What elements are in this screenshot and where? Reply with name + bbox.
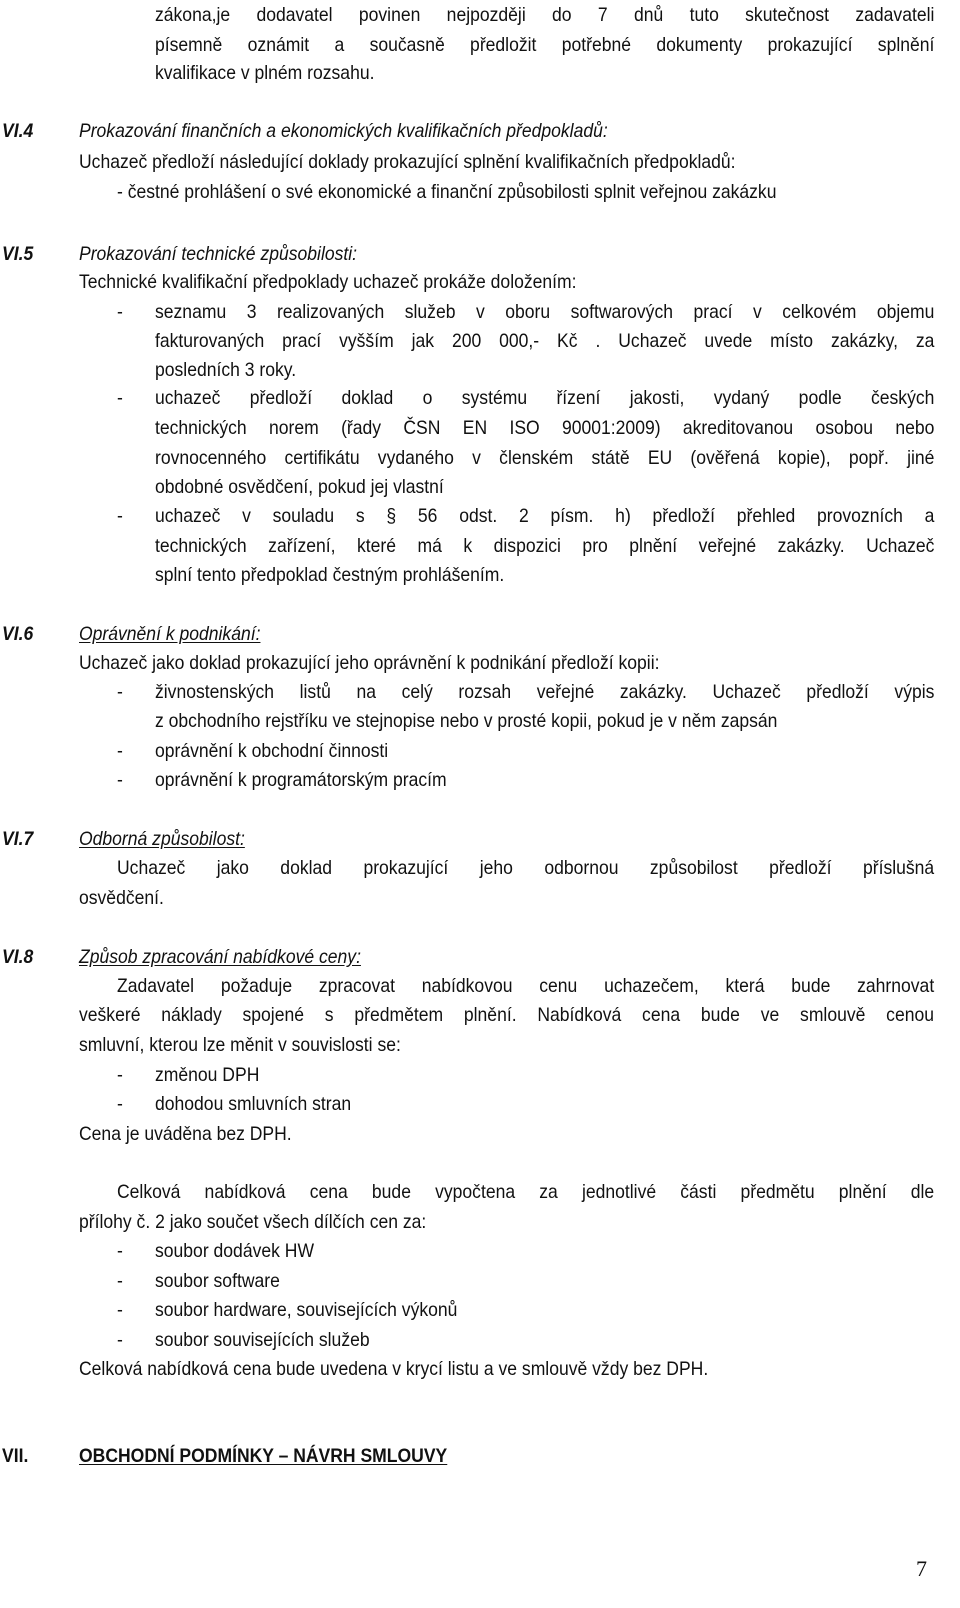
paragraph-line: Celková nabídková cena bude uvedena v krycí listu a ve smlouvě vždy bez DPH.: [79, 1358, 709, 1380]
section-number: VI.4: [2, 120, 34, 142]
list-dash: -: [117, 1240, 123, 1262]
list-item-line: rovnocenného certifikátu vydaného v členském státě EU (ověřená kopie), popř. jiné: [155, 447, 935, 469]
list-item: soubor software: [155, 1270, 280, 1292]
intro-line: písemně oznámit a současně předložit potřebné dokumenty prokazující splnění: [155, 34, 935, 56]
section-line: Uchazeč jako doklad prokazující jeho odbornou způsobilost předloží příslušná: [117, 857, 935, 879]
section-number: VI.6: [2, 623, 34, 645]
list-item-line: uchazeč v souladu s § 56 odst. 2 písm. h) předloží přehled provozních a: [155, 505, 935, 527]
paragraph-line: Celková nabídková cena bude vypočtena za jednotlivé části předmětu plnění dle: [117, 1181, 935, 1203]
section-heading: Prokazování technické způsobilosti:: [79, 243, 358, 265]
list-item: dohodou smluvních stran: [155, 1093, 352, 1115]
section-number: VI.7: [2, 828, 34, 850]
list-item: soubor dodávek HW: [155, 1240, 315, 1262]
list-dash: -: [117, 1270, 123, 1292]
section-line: Uchazeč jako doklad prokazující jeho oprávnění k podnikání předloží kopii:: [79, 652, 660, 674]
list-item-line: fakturovaných prací vyšším jak 200 000,- Kč . Uchazeč uvede místo zakázky, za: [155, 330, 935, 352]
list-item-line: z obchodního rejstříku ve stejnopise nebo v prosté kopii, pokud je v něm zapsán: [155, 710, 778, 732]
section-number: VI.8: [2, 946, 34, 968]
list-dash: -: [117, 740, 123, 762]
list-dash: -: [117, 301, 123, 323]
list-dash: -: [117, 1329, 123, 1351]
paragraph-line: Zadavatel požaduje zpracovat nabídkovou cenu uchazečem, která bude zahrnovat: [117, 975, 935, 997]
list-item-line: technických zařízení, které má k dispozici pro plnění veřejné zakázky. Uchazeč: [155, 535, 935, 557]
paragraph-line: přílohy č. 2 jako součet všech dílčích cen za:: [79, 1211, 427, 1233]
intro-line: kvalifikace v plném rozsahu.: [155, 62, 375, 84]
section-line: Technické kvalifikační předpoklady uchazeč prokáže doložením:: [79, 271, 577, 293]
list-dash: -: [117, 769, 123, 791]
list-item-line: uchazeč předloží doklad o systému řízení jakosti, vydaný podle českých: [155, 387, 935, 409]
list-dash: -: [117, 1064, 123, 1086]
list-item: soubor hardware, souvisejících výkonů: [155, 1299, 458, 1321]
list-dash: -: [117, 1299, 123, 1321]
list-item: změnou DPH: [155, 1064, 260, 1086]
list-item-line: obdobné osvědčení, pokud jej vlastní: [155, 476, 444, 498]
chapter-number: VII.: [2, 1445, 29, 1467]
paragraph-line: veškeré náklady spojené s předmětem plnění. Nabídková cena bude ve smlouvě cenou: [79, 1004, 934, 1026]
section-line: - čestné prohlášení o své ekonomické a finanční způsobilosti splnit veřejnou zakázku: [117, 181, 777, 203]
section-line: Uchazeč předloží následující doklady prokazující splnění kvalifikačních předpokladů:: [79, 151, 736, 173]
intro-line: zákona,je dodavatel povinen nejpozději do 7 dnů tuto skutečnost zadavateli: [155, 4, 935, 26]
list-dash: -: [117, 505, 123, 527]
section-heading: Oprávnění k podnikání:: [79, 623, 261, 645]
list-item-line: technických norem (řady ČSN EN ISO 90001:2009) akreditovanou osobou nebo: [155, 417, 935, 439]
list-dash: -: [117, 681, 123, 703]
chapter-heading: OBCHODNÍ PODMÍNKY – NÁVRH SMLOUVY: [79, 1445, 448, 1467]
section-heading: Prokazování finančních a ekonomických kvalifikačních předpokladů:: [79, 120, 608, 142]
list-dash: -: [117, 1093, 123, 1115]
list-item-line: oprávnění k obchodní činnosti: [155, 740, 389, 762]
list-item-line: živnostenských listů na celý rozsah veřejné zakázky. Uchazeč předloží výpis: [155, 681, 935, 703]
section-number: VI.5: [2, 243, 34, 265]
section-line: osvědčení.: [79, 887, 164, 909]
list-item-line: seznamu 3 realizovaných služeb v oboru softwarových prací v celkovém objemu: [155, 301, 935, 323]
list-item-line: oprávnění k programátorským pracím: [155, 769, 447, 791]
paragraph-line: smluvní, kterou lze měnit v souvislosti se:: [79, 1034, 401, 1056]
list-item-line: posledních 3 roky.: [155, 359, 297, 381]
list-item-line: splní tento předpoklad čestným prohlášením.: [155, 564, 505, 586]
list-item: soubor souvisejících služeb: [155, 1329, 370, 1351]
page-number: 7: [916, 1556, 927, 1581]
paragraph-line: Cena je uváděna bez DPH.: [79, 1123, 292, 1145]
section-heading: Způsob zpracování nabídkové ceny:: [79, 946, 361, 968]
list-dash: -: [117, 387, 123, 409]
section-heading: Odborná způsobilost:: [79, 828, 245, 850]
